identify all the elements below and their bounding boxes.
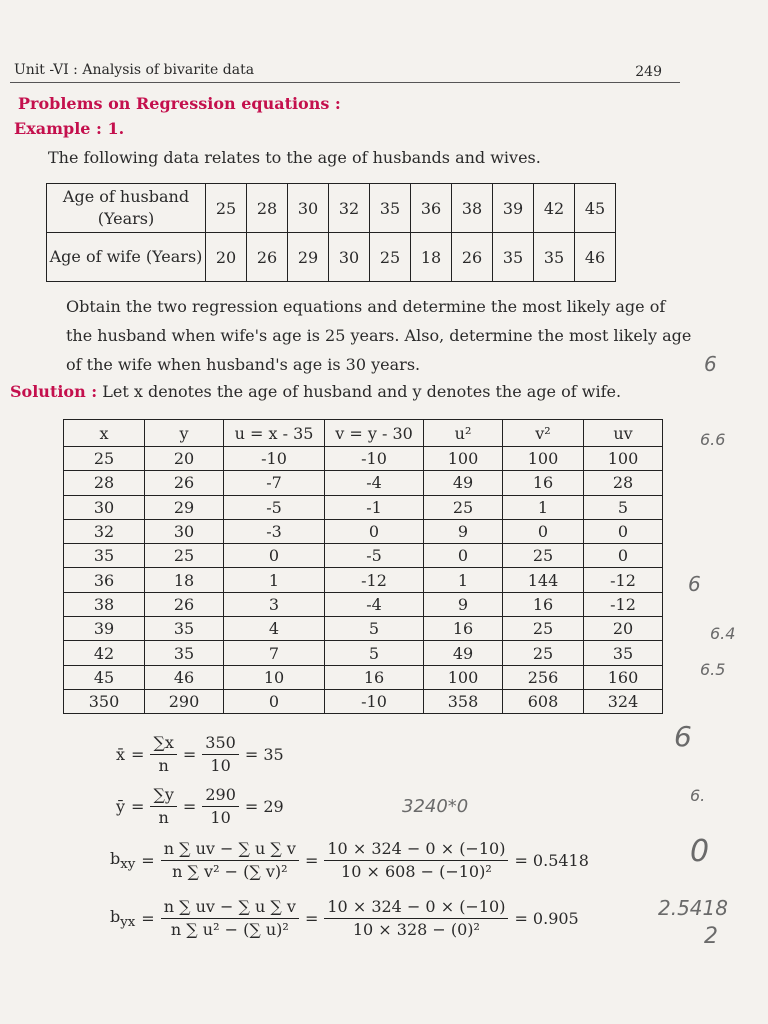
bxy-result: = 0.5418 [514,851,589,870]
calc-header-row [64,420,663,447]
margin-note: 6 [704,352,717,376]
cell-uv: 28 [584,471,663,495]
cell-v2: 25 [503,641,584,665]
cell-v2: 16 [503,471,584,495]
calc-row [64,447,663,471]
cell-v2: 0 [503,519,584,543]
cell-v: -1 [325,495,424,519]
cell-v: -4 [325,592,424,616]
wife-cell: 25 [370,233,411,282]
xbar-formula: x̄ = $\frac{\sum x}{n}$ = $\frac{350}{10}$ = 35 [116,733,284,775]
wife-row-label: Age of wife (Years) [47,233,206,282]
cell-uv: 100 [584,447,663,471]
calc-row [64,617,663,641]
husband-cell: 42 [534,184,575,233]
total-x: 350 [64,689,145,713]
col-header-x: x [64,420,145,447]
margin-note: 3240*0 [402,796,469,817]
cell-v2: 256 [503,665,584,689]
bxy-formula: $b_{xy}$ = $\frac{n \sum uv - \sum u \sum v}{\text{n ∑ v² − (∑ v)²}}$ = $\frac{10 \times 324 - 0 \times (-10)}{\text{10 × 608 − (−10)²}}$ = 0.5418 [110,839,589,881]
cell-x: 35 [64,544,145,568]
cell-uv: 20 [584,617,663,641]
cell-y: 35 [145,641,224,665]
margin-note: 6 [688,572,701,596]
cell-u2: 25 [424,495,503,519]
cell-y: 30 [145,519,224,543]
cell-uv: 160 [584,665,663,689]
bxy-num: n ∑ uv − ∑ u ∑ v [161,838,299,861]
margin-note: 6. [690,786,706,805]
cell-uv: 35 [584,641,663,665]
cell-v: 16 [325,665,424,689]
cell-u2: 100 [424,447,503,471]
cell-x: 38 [64,592,145,616]
calc-row [64,568,663,592]
byx-subscript: yx [120,915,136,931]
xbar-num-value: 350 [202,732,239,755]
byx-result: = 0.905 [514,909,579,928]
cell-v2: 25 [503,617,584,641]
husband-cell: 28 [247,184,288,233]
margin-note: 6.6 [700,430,726,449]
calc-row [64,592,663,616]
cell-v: -10 [325,447,424,471]
bxy-symbol: b [110,848,121,868]
xbar-num: ∑x [150,732,176,755]
section-title: Problems on Regression equations : [18,94,341,113]
page-number: 249 [635,64,662,80]
cell-y: 46 [145,665,224,689]
intro-text: The following data relates to the age of husbands and wives. [48,148,541,167]
cell-x: 39 [64,617,145,641]
byx-den-value: 10 × 328 − (0)² [352,920,480,939]
wife-cell: 35 [493,233,534,282]
calc-row [64,495,663,519]
cell-y: 29 [145,495,224,519]
byx-formula: $b_{yx}$ = $\frac{n \sum uv - \sum u \sum v}{\text{n ∑ u² − (∑ u)²}}$ = $\frac{10 \times 324 - 0 \times (-10)}{\text{10 × 328 − (0)²}}$ = 0.905 [110,897,579,939]
solution-line [10,382,621,401]
cell-v: 5 [325,617,424,641]
cell-u: -5 [224,495,325,519]
husband-cell: 39 [493,184,534,233]
cell-v: -5 [325,544,424,568]
margin-note: 6.5 [700,660,726,679]
cell-u2: 100 [424,665,503,689]
cell-x: 28 [64,471,145,495]
ybar-den: n [158,808,169,827]
byx-symbol: b [110,906,121,926]
cell-v2: 144 [503,568,584,592]
cell-uv: 0 [584,519,663,543]
cell-u: 0 [224,544,325,568]
husband-row [47,184,616,233]
col-header-u: u = x - 35 [224,420,325,447]
col-header-u2: u² [424,420,503,447]
cell-v2: 25 [503,544,584,568]
calc-row [64,519,663,543]
total-u: 0 [224,689,325,713]
cell-v2: 16 [503,592,584,616]
problem-statement: Obtain the two regression equations and determine the most likely age of the husband when wife's age is 25 years. Also, determine the most likely age of the wife when husband's age is 30 years. [66,297,692,374]
cell-v2: 1 [503,495,584,519]
total-v2: 608 [503,689,584,713]
cell-y: 18 [145,568,224,592]
xbar-symbol: x̄ [116,745,126,764]
cell-u2: 16 [424,617,503,641]
wife-cell: 30 [329,233,370,282]
margin-note: 6 [674,720,692,753]
husband-cell: 35 [370,184,411,233]
cell-x: 45 [64,665,145,689]
cell-u2: 49 [424,641,503,665]
cell-uv: 5 [584,495,663,519]
bxy-den: n ∑ v² − (∑ v)² [172,862,288,881]
byx-num-value: 10 × 324 − 0 × (−10) [324,896,508,919]
bxy-subscript: xy [120,857,136,873]
cell-x: 42 [64,641,145,665]
calc-row [64,641,663,665]
cell-u: 3 [224,592,325,616]
husband-cell: 25 [206,184,247,233]
ybar-result: = 29 [244,797,284,816]
solution-text: Let x denotes the age of husband and y denotes the age of wife. [102,382,622,401]
cell-u: -7 [224,471,325,495]
ybar-symbol: ȳ [116,797,126,816]
cell-x: 36 [64,568,145,592]
husband-cell: 36 [411,184,452,233]
cell-y: 26 [145,471,224,495]
wife-cell: 20 [206,233,247,282]
cell-v: 5 [325,641,424,665]
husband-row-label: Age of husband (Years) [47,184,206,233]
calc-row [64,471,663,495]
margin-note: 6.4 [710,624,736,643]
xbar-result: = 35 [244,745,284,764]
age-data-table [46,183,616,282]
cell-v: -12 [325,568,424,592]
total-uv: 324 [584,689,663,713]
cell-u: 10 [224,665,325,689]
calc-row [64,544,663,568]
example-title: Example : 1. [14,119,125,138]
husband-cell: 32 [329,184,370,233]
cell-y: 35 [145,617,224,641]
margin-note: 2.5418 [658,896,728,920]
total-u2: 358 [424,689,503,713]
cell-u2: 9 [424,519,503,543]
husband-cell: 38 [452,184,493,233]
cell-uv: 0 [584,544,663,568]
solution-label: Solution : [10,382,98,401]
cell-y: 26 [145,592,224,616]
cell-v: 0 [325,519,424,543]
header-rule [10,82,680,83]
cell-y: 25 [145,544,224,568]
ybar-den-value: 10 [210,808,231,827]
wife-cell: 29 [288,233,329,282]
cell-x: 30 [64,495,145,519]
margin-note: 0 [690,834,710,869]
cell-u: -10 [224,447,325,471]
col-header-v2: v² [503,420,584,447]
wife-cell: 35 [534,233,575,282]
ybar-formula: ȳ = $\frac{\sum y}{n}$ = $\frac{290}{10}$ = 29 [116,785,284,827]
wife-row [47,233,616,282]
cell-x: 25 [64,447,145,471]
calc-row [64,665,663,689]
cell-u: 7 [224,641,325,665]
byx-num: n ∑ uv − ∑ u ∑ v [161,896,299,919]
bxy-num-value: 10 × 324 − 0 × (−10) [324,838,508,861]
margin-note: 2 [704,924,718,949]
cell-u: -3 [224,519,325,543]
wife-cell: 26 [452,233,493,282]
cell-u2: 49 [424,471,503,495]
husband-cell: 30 [288,184,329,233]
husband-cell: 45 [575,184,616,233]
cell-y: 20 [145,447,224,471]
calc-total-row [64,689,663,713]
ybar-num-value: 290 [202,784,239,807]
cell-u: 4 [224,617,325,641]
cell-x: 32 [64,519,145,543]
bxy-den-value: 10 × 608 − (−10)² [341,862,492,881]
cell-v: -4 [325,471,424,495]
total-y: 290 [145,689,224,713]
col-header-uv: uv [584,420,663,447]
wife-cell: 46 [575,233,616,282]
xbar-den: n [158,756,169,775]
cell-uv: -12 [584,592,663,616]
ybar-num: ∑y [150,784,176,807]
cell-u2: 1 [424,568,503,592]
total-v: -10 [325,689,424,713]
cell-uv: -12 [584,568,663,592]
col-header-y: y [145,420,224,447]
wife-cell: 26 [247,233,288,282]
calculation-table [63,419,663,714]
running-header: Unit -VI : Analysis of bivarite data [14,62,255,78]
cell-u: 1 [224,568,325,592]
byx-den: n ∑ u² − (∑ u)² [170,920,289,939]
xbar-den-value: 10 [210,756,231,775]
col-header-v: v = y - 30 [325,420,424,447]
cell-v2: 100 [503,447,584,471]
cell-u2: 9 [424,592,503,616]
wife-cell: 18 [411,233,452,282]
cell-u2: 0 [424,544,503,568]
